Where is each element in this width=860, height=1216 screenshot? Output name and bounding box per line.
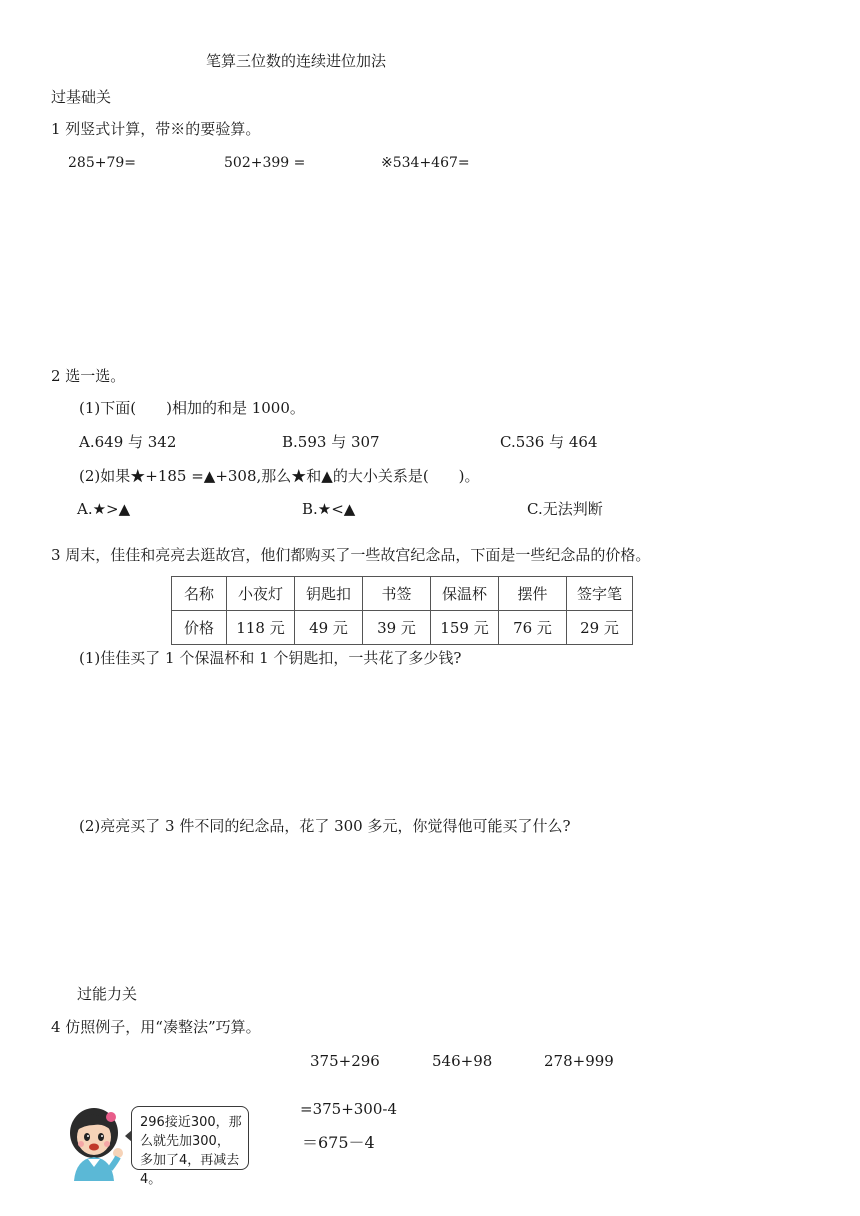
girl-avatar-icon [64, 1103, 134, 1181]
table-cell: 价格 [172, 611, 227, 645]
example-step-2: ＝675－4 [302, 1133, 375, 1152]
table-cell: 76 元 [499, 611, 567, 645]
q2-sub2-option-a: A.★>▲ [77, 500, 131, 518]
q1-item-3: ※534+467= [381, 155, 470, 171]
table-cell: 159 元 [431, 611, 499, 645]
page-title: 笔算三位数的连续进位加法 [206, 52, 387, 70]
q2-sub1-prompt: (1)下面( )相加的和是 1000。 [79, 399, 305, 417]
q2-sub1-option-a: A.649 与 342 [79, 433, 177, 451]
q2-sub1-option-b: B.593 与 307 [282, 433, 380, 451]
table-cell: 钥匙扣 [295, 577, 363, 611]
q3-sub2: (2)亮亮买了 3 件不同的纪念品，花了 300 多元，你觉得他可能买了什么? [79, 817, 571, 835]
q1-item-1: 285+79= [68, 155, 136, 171]
speech-bubble: 296接近300，那么就先加300，多加了4，再减去4。 [131, 1106, 249, 1170]
table-row [172, 611, 633, 645]
q4-problem-3: 278+999 [544, 1052, 614, 1070]
table-cell: 29 元 [567, 611, 633, 645]
table-cell: 39 元 [363, 611, 431, 645]
question-4-label: 4 仿照例子，用“凑整法”巧算。 [51, 1018, 261, 1036]
table-row [172, 577, 633, 611]
table-cell: 签字笔 [567, 577, 633, 611]
table-cell: 摆件 [499, 577, 567, 611]
price-table [171, 576, 633, 645]
table-cell: 书签 [363, 577, 431, 611]
table-cell: 小夜灯 [227, 577, 295, 611]
q3-sub1: (1)佳佳买了 1 个保温杯和 1 个钥匙扣，一共花了多少钱? [79, 649, 462, 667]
q2-sub2-option-b: B.★<▲ [302, 500, 356, 518]
q1-item-2: 502+399 = [224, 155, 306, 171]
q4-problem-2: 546+98 [432, 1052, 493, 1070]
q4-problem-1: 375+296 [310, 1052, 380, 1070]
section-basic: 过基础关 [51, 88, 112, 106]
question-1-label: 1 列竖式计算，带※的要验算。 [51, 120, 261, 138]
q2-sub2-option-c: C.无法判断 [527, 500, 603, 518]
table-cell: 118 元 [227, 611, 295, 645]
question-2-label: 2 选一选。 [51, 367, 126, 385]
q2-sub2-prompt: (2)如果★+185 =▲+308,那么★和▲的大小关系是( )。 [79, 467, 480, 485]
section-ability: 过能力关 [77, 985, 138, 1003]
table-cell: 49 元 [295, 611, 363, 645]
example-step-1: =375+300-4 [300, 1100, 398, 1118]
question-3-label: 3 周末，佳佳和亮亮去逛故宫，他们都购买了一些故宫纪念品，下面是一些纪念品的价格。 [51, 546, 651, 564]
table-cell: 名称 [172, 577, 227, 611]
q2-sub1-option-c: C.536 与 464 [500, 433, 598, 451]
table-cell: 保温杯 [431, 577, 499, 611]
